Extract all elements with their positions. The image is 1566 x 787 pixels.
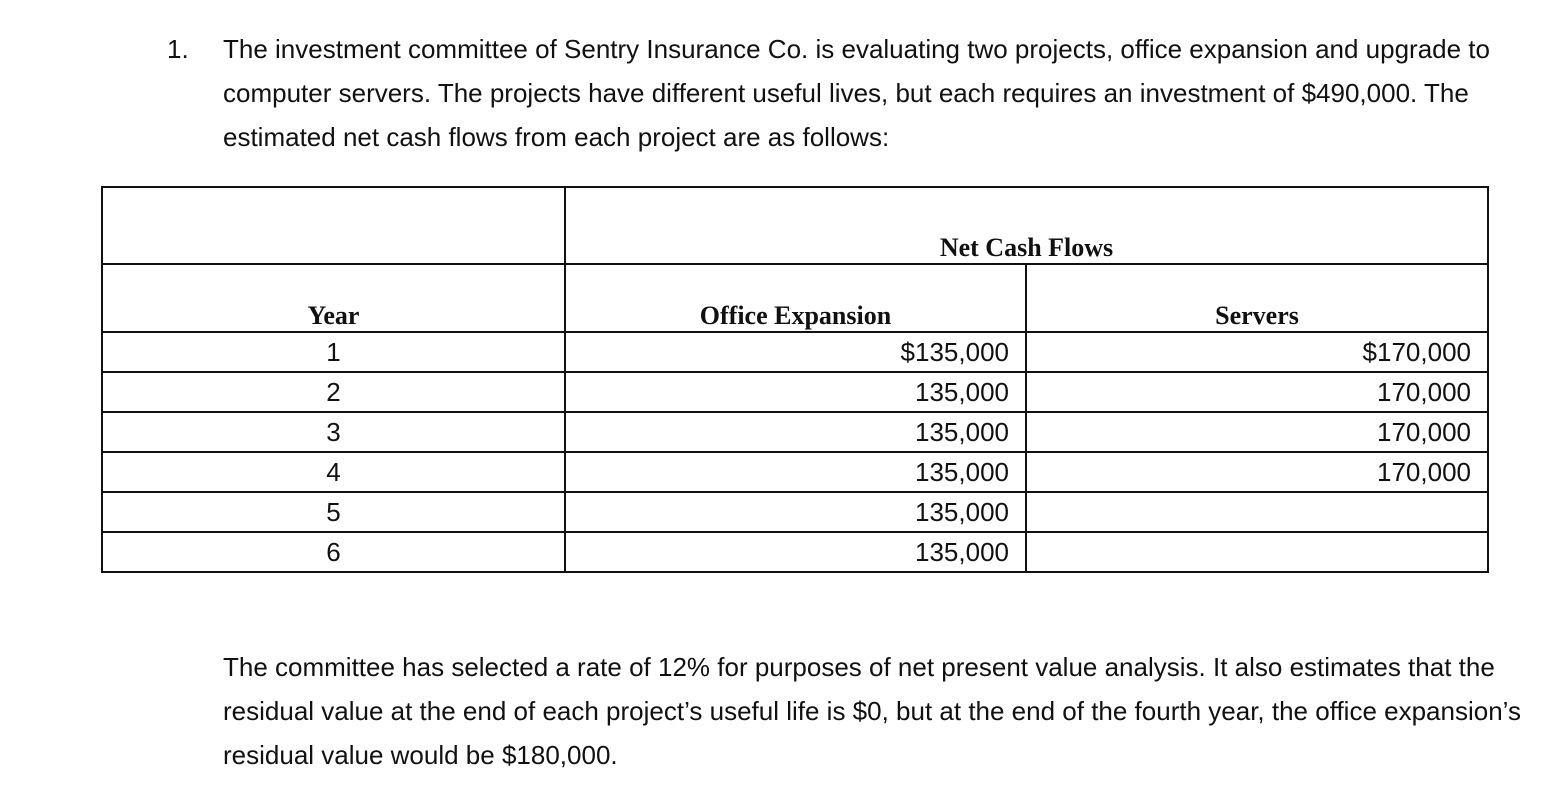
table-title: Net Cash Flows	[565, 187, 1488, 264]
problem-statement	[167, 27, 1497, 159]
year-cell: 4	[102, 452, 565, 492]
year-cell: 6	[102, 532, 565, 572]
office-expansion-cell: 135,000	[565, 532, 1026, 572]
servers-cell: 170,000	[1026, 452, 1488, 492]
net-cash-flows-table	[101, 186, 1489, 573]
problem-number: 1.	[167, 34, 189, 64]
header-year: Year	[102, 264, 565, 332]
servers-cell: 170,000	[1026, 372, 1488, 412]
header-servers: Servers	[1026, 264, 1488, 332]
servers-cell	[1026, 492, 1488, 532]
servers-cell: 170,000	[1026, 412, 1488, 452]
header-office-expansion: Office Expansion	[565, 264, 1026, 332]
table-row	[102, 412, 1488, 452]
table-row	[102, 372, 1488, 412]
office-expansion-cell: $135,000	[565, 332, 1026, 372]
office-expansion-cell: 135,000	[565, 492, 1026, 532]
table-row	[102, 492, 1488, 532]
office-expansion-cell: 135,000	[565, 372, 1026, 412]
closing-paragraph: The committee has selected a rate of 12% for purposes of net present value analysis. It also estimates that the residual value at the end of each project’s useful life is $0, but at the end of the fourth year, the office expansion’s residual value would be $180,000.	[223, 652, 1521, 770]
servers-cell: $170,000	[1026, 332, 1488, 372]
table-title-row	[102, 187, 1488, 264]
servers-cell	[1026, 532, 1488, 572]
year-cell: 2	[102, 372, 565, 412]
table-header-row	[102, 264, 1488, 332]
problem-intro: The investment committee of Sentry Insurance Co. is evaluating two projects, office expansion and upgrade to computer servers. The projects have different useful lives, but each requires an investment of $490,000. The estimated net cash flows from each project are as follows:	[223, 34, 1490, 152]
table-row	[102, 332, 1488, 372]
office-expansion-cell: 135,000	[565, 452, 1026, 492]
table-corner-cell	[102, 187, 565, 264]
office-expansion-cell: 135,000	[565, 412, 1026, 452]
table-row	[102, 452, 1488, 492]
year-cell: 5	[102, 492, 565, 532]
year-cell: 3	[102, 412, 565, 452]
year-cell: 1	[102, 332, 565, 372]
table-row	[102, 532, 1488, 572]
